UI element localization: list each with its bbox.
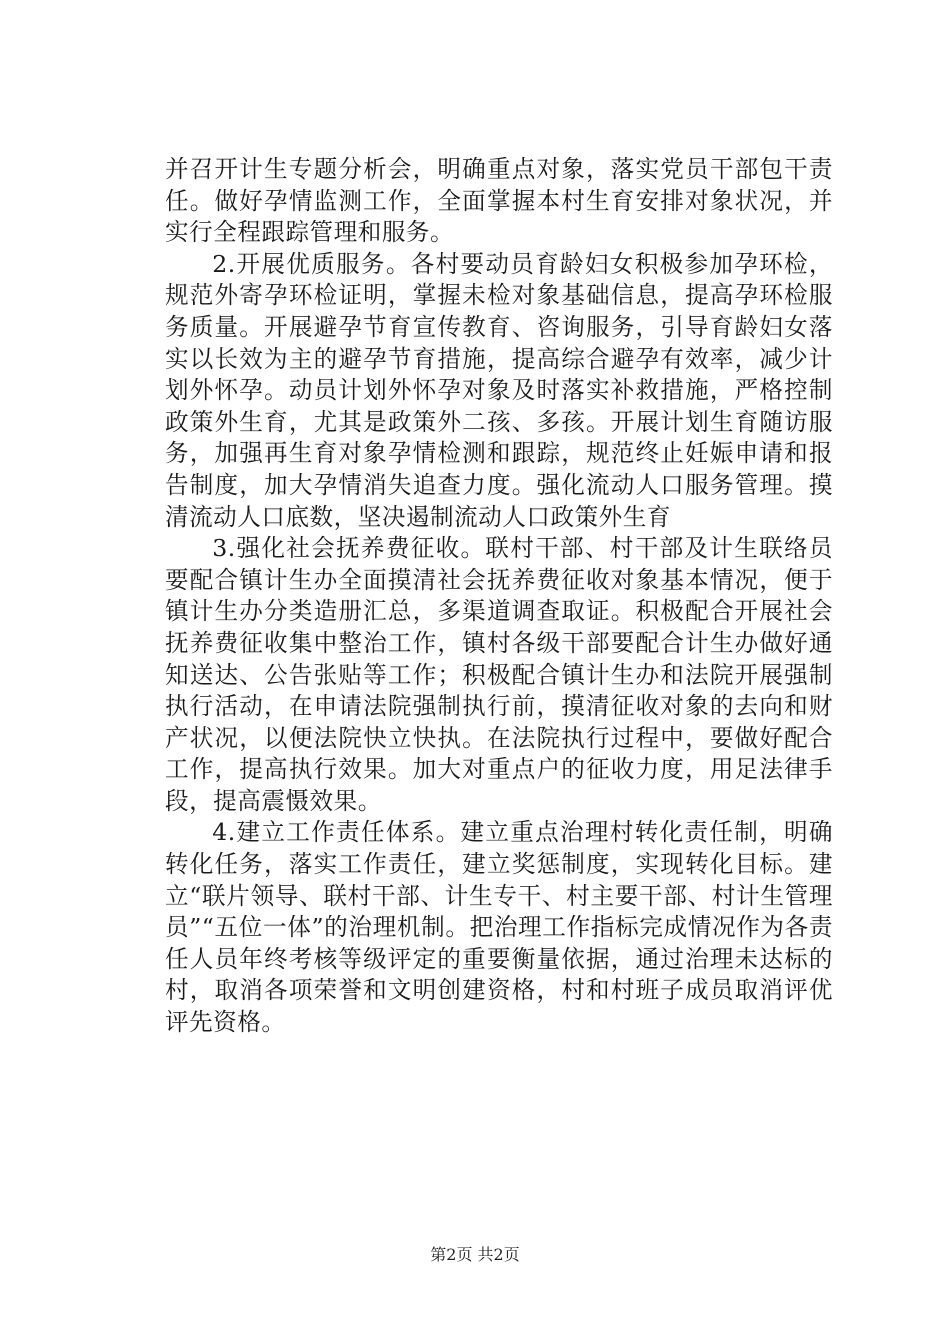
page-number-footer: 第2页 共2页 [430, 1245, 520, 1264]
paragraph-quality-service: 2.开展优质服务。各村要动员育龄妇女积极参加孕环检，规范外寄孕环检证明，掌握未检对象基础信息，提高孕环检服务质量。开展避孕节育宣传教育、咨询服务，引导育龄妇女落实以长效为主的避孕节育措施，提高综合避孕有效率，减少计划外怀孕。动员计划外怀孕对象及时落实补救措施，严格控制政策外生育，尤其是政策外二孩、多孩。开展计划生育随访服务，加强再生育对象孕情检测和跟踪，规范终止妊娠申请和报告制度，加大孕情消失追查力度。强化流动人口服务管理。摸清流动人口底数，坚决遏制流动人口政策外生育 [165, 249, 833, 531]
paragraph-social-support-fee: 3.强化社会抚养费征收。联村干部、村干部及计生联络员要配合镇计生办全面摸清社会抚养费征收对象基本情况，便于镇计生办分类造册汇总，多渠道调查取证。积极配合开展社会抚养费征收集中整治工作，镇村各级干部要配合计生办做好通知送达、公告张贴等工作；积极配合镇计生办和法院开展强制执行活动，在申请法院强制执行前，摸清征收对象的去向和财产状况，以便法院快立快执。在法院执行过程中，要做好配合工作，提高执行效果。加大对重点户的征收力度，用足法律手段，提高震慑效果。 [165, 534, 833, 815]
document-body [165, 154, 833, 1039]
paragraph-continuation: 并召开计生专题分析会，明确重点对象，落实党员干部包干责任。做好孕情监测工作，全面掌握本村生育安排对象状况，并实行全程跟踪管理和服务。 [165, 155, 833, 247]
paragraph-responsibility-system: 4.建立工作责任体系。建立重点治理村转化责任制，明确转化任务，落实工作责任，建立奖惩制度，实现转化目标。建立“联片领导、联村干部、计生专干、村主要干部、村计生管理员”“五位一体”的治理机制。把治理工作指标完成情况作为各责任人员年终考核等级评定的重要衡量依据，通过治理未达标的村，取消各项荣誉和文明创建资格，村和村班子成员取消评优评先资格。 [165, 818, 833, 1037]
